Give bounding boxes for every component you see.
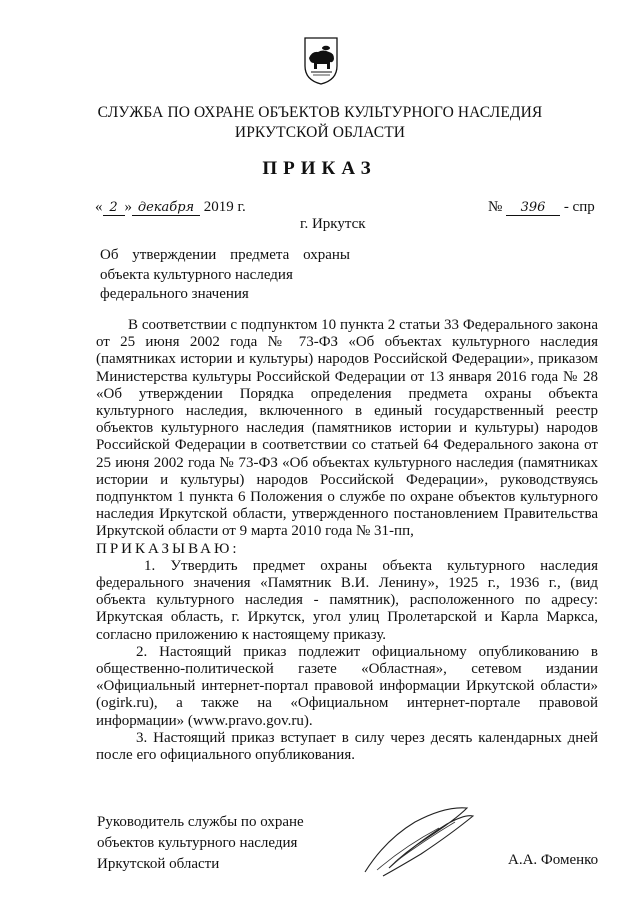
signer-position <box>97 812 327 875</box>
signer-position-line-3: Иркутской области <box>97 856 220 872</box>
signer-position-line-2: объектов культурного наследия <box>97 835 298 851</box>
signer-position-line-1: Руководитель службы по охране <box>97 814 304 830</box>
subject-line-2: объекта культурного наследия <box>100 266 293 283</box>
number-suffix: - спр <box>563 199 595 215</box>
document-date <box>95 199 246 216</box>
order-item-3: 3. Настоящий приказ вступает в силу через десять календарных дней после его официального опубликования. <box>96 729 598 764</box>
signer-name: А.А. Фоменко <box>508 852 599 868</box>
number-value: 396 <box>506 201 560 216</box>
document-body <box>96 317 598 764</box>
date-close-quote: » <box>124 199 132 215</box>
document-city: г. Иркутск <box>300 216 366 232</box>
date-month: декабря <box>132 201 200 216</box>
order-item-2: 2. Настоящий приказ подлежит официальному опубликованию в общественно-политической газете «Областная», сетевом издании «Официальный интернет-портал правовой информации Иркутской области» (ogirk.ru), а также на «Официальном интернет-портале правовой информации» (www.pravo.gov.ru). <box>96 643 598 729</box>
date-year: 2019 г. <box>203 199 246 215</box>
date-open-quote: « <box>95 199 103 215</box>
coat-of-arms-icon <box>303 36 339 86</box>
preamble-paragraph: В соответствии с подпунктом 10 пункта 2 статьи 33 Федерального закона от 25 июня 2002 года № 73-ФЗ «Об объектах культурного наследия (памятниках истории и культуры) народов Российской Федерации», приказом Министерства культуры Российской Федерации от 13 января 2016 года № 28 «Об утверждении Порядка определения предмета охраны объекта культурного наследия, включенного в единый государственный реестр объектов культурного наследия (памятников истории и культуры) народов Российской Федерации в соответствии со статьей 64 Федерального закона от 25 июня 2002 года № 73-ФЗ «Об объектах культурного наследия (памятниках истории и культуры) народов Российской Федерации», руководствуясь подпунктом 1 пункта 6 Положения о службе по охране объектов культурного наследия Иркутской области, утвержденного постановлением Правительства Иркутской области от 9 марта 2010 года № 31-пп, <box>96 317 598 540</box>
handwritten-signature <box>355 800 485 880</box>
subject-line-1: Об утверждении предмета охраны <box>100 247 350 263</box>
subject-line-3: федерального значения <box>100 286 249 302</box>
number-prefix: № <box>488 199 503 215</box>
order-item-1: 1. Утвердить предмет охраны объекта культурного наследия федерального значения «Памятник В.И. Ленину», 1925 г., 1936 г., (вид объекта культурного наследия - памятник), расположенного по адресу: Иркутская область, г. Иркутск, угол улиц Пролетарской и Карла Маркса, согласно приложению к настоящему приказу. <box>96 557 598 643</box>
agency-name: СЛУЖБА ПО ОХРАНЕ ОБЪЕКТОВ КУЛЬТУРНОГО НАСЛЕДИЯ ИРКУТСКОЙ ОБЛАСТИ <box>97 104 543 141</box>
date-day: 2 <box>103 201 125 216</box>
document-number <box>488 199 595 216</box>
order-command: ПРИКАЗЫВАЮ: <box>96 540 240 557</box>
document-title: ПРИКАЗ <box>262 158 377 179</box>
document-subject <box>100 246 350 305</box>
